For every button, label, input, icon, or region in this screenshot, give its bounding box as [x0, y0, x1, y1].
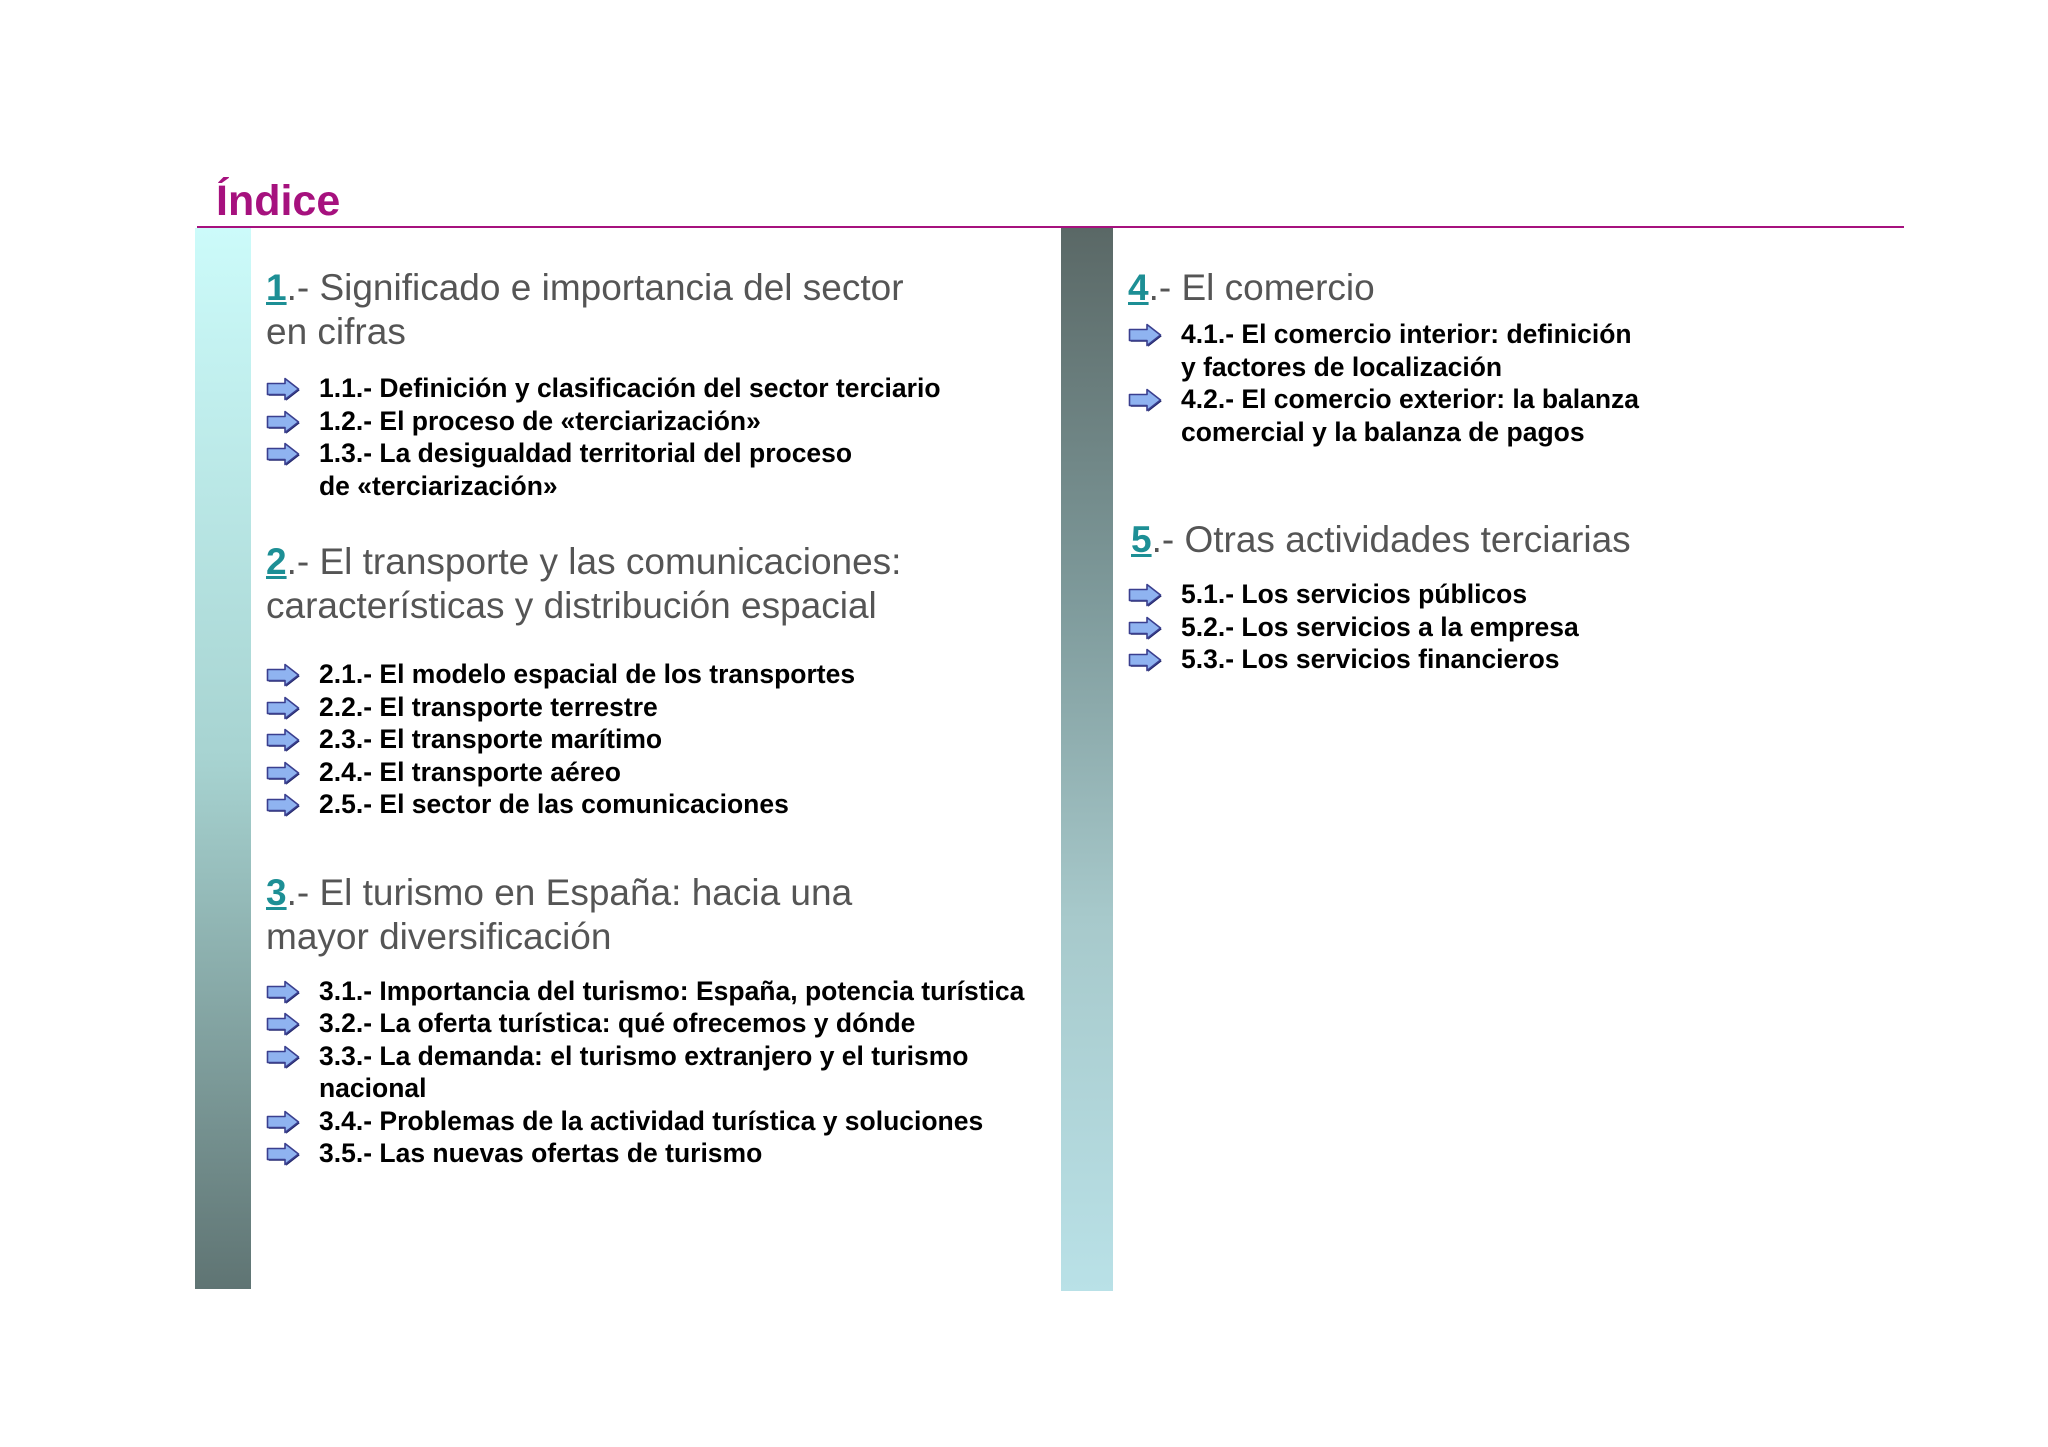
list-item: 3.3.- La demanda: el turismo extranjero y el turismo	[266, 1040, 1046, 1073]
section-heading	[266, 871, 1046, 959]
list-item: 1.3.- La desigualdad territorial del proceso	[266, 437, 1046, 470]
list-item: 5.1.- Los servicios públicos	[1128, 578, 1728, 611]
section-number-link[interactable]: 1	[266, 267, 287, 308]
right-arrow-icon	[266, 980, 300, 1004]
list-item: 3.2.- La oferta turística: qué ofrecemos y dónde	[266, 1007, 1046, 1040]
section-heading	[1128, 266, 1728, 310]
section-title: .- Otras actividades terciarias	[1151, 519, 1631, 560]
section-number-link[interactable]: 4	[1128, 267, 1149, 308]
section-2	[266, 540, 1046, 821]
left-column	[266, 266, 1046, 1170]
title-underline	[197, 226, 1904, 228]
list-item-continuation: de «terciarización»	[319, 470, 558, 501]
section-heading	[1128, 518, 1728, 562]
section-4	[1128, 266, 1728, 448]
right-arrow-icon	[266, 696, 300, 720]
right-arrow-icon	[1128, 388, 1162, 412]
list-item: 5.2.- Los servicios a la empresa	[1128, 611, 1728, 644]
section-heading	[266, 540, 1046, 628]
page-title: Índice	[216, 177, 341, 225]
list-item: 1.2.- El proceso de «terciarización»	[266, 405, 1046, 438]
list-item: 1.1.- Definición y clasificación del sector terciario	[266, 372, 1046, 405]
section-items	[266, 975, 1046, 1170]
list-item: 3.1.- Importancia del turismo: España, potencia turística	[266, 975, 1046, 1008]
list-item: 2.4.- El transporte aéreo	[266, 756, 1046, 789]
section-title: .- El turismo en España: hacia una	[286, 871, 853, 913]
right-arrow-icon	[266, 728, 300, 752]
right-column	[1128, 266, 1728, 676]
section-title: .- El transporte y las comunicaciones:	[286, 541, 902, 582]
right-arrow-icon	[266, 442, 300, 466]
section-items	[266, 372, 1046, 502]
section-title-line2: en cifras	[266, 311, 406, 352]
section-title-line2: mayor diversificación	[266, 915, 612, 957]
list-item: 3.5.- Las nuevas ofertas de turismo	[266, 1137, 1046, 1170]
right-arrow-icon	[266, 1045, 300, 1069]
list-item-continuation: comercial y la balanza de pagos	[1181, 416, 1585, 447]
right-decorative-bar	[1061, 228, 1113, 1291]
section-title-line2: características y distribución espacial	[266, 585, 877, 626]
section-3	[266, 871, 1046, 1170]
section-number-link[interactable]: 2	[266, 541, 287, 582]
list-item: 5.3.- Los servicios financieros	[1128, 643, 1728, 676]
list-item: 4.2.- El comercio exterior: la balanza	[1128, 383, 1728, 416]
list-item: 2.3.- El transporte marítimo	[266, 723, 1046, 756]
section-items	[266, 658, 1046, 821]
section-5	[1128, 518, 1728, 676]
section-heading	[266, 266, 1046, 354]
right-arrow-icon	[1128, 648, 1162, 672]
right-arrow-icon	[266, 377, 300, 401]
section-1	[266, 266, 1046, 502]
section-title: .- Significado e importancia del sector	[286, 267, 904, 308]
right-arrow-icon	[1128, 583, 1162, 607]
list-item-continuation: nacional	[319, 1073, 427, 1103]
list-item: 2.2.- El transporte terrestre	[266, 691, 1046, 724]
section-title: .- El comercio	[1148, 267, 1375, 308]
right-arrow-icon	[1128, 616, 1162, 640]
right-arrow-icon	[266, 410, 300, 434]
right-arrow-icon	[266, 1110, 300, 1134]
list-item: 2.1.- El modelo espacial de los transportes	[266, 658, 1046, 691]
right-arrow-icon	[266, 663, 300, 687]
list-item: 2.5.- El sector de las comunicaciones	[266, 788, 1046, 821]
list-item-continuation: y factores de localización	[1181, 351, 1503, 382]
right-arrow-icon	[266, 1012, 300, 1036]
right-arrow-icon	[266, 1142, 300, 1166]
left-decorative-bar	[195, 228, 251, 1289]
list-item: 4.1.- El comercio interior: definición	[1128, 318, 1728, 351]
right-arrow-icon	[266, 761, 300, 785]
right-arrow-icon	[266, 793, 300, 817]
list-item: 3.4.- Problemas de la actividad turística y soluciones	[266, 1105, 1046, 1138]
section-number-link[interactable]: 5	[1131, 519, 1152, 560]
section-items	[1128, 318, 1728, 448]
right-arrow-icon	[1128, 323, 1162, 347]
section-number-link[interactable]: 3	[266, 871, 287, 913]
section-items	[1128, 578, 1728, 676]
